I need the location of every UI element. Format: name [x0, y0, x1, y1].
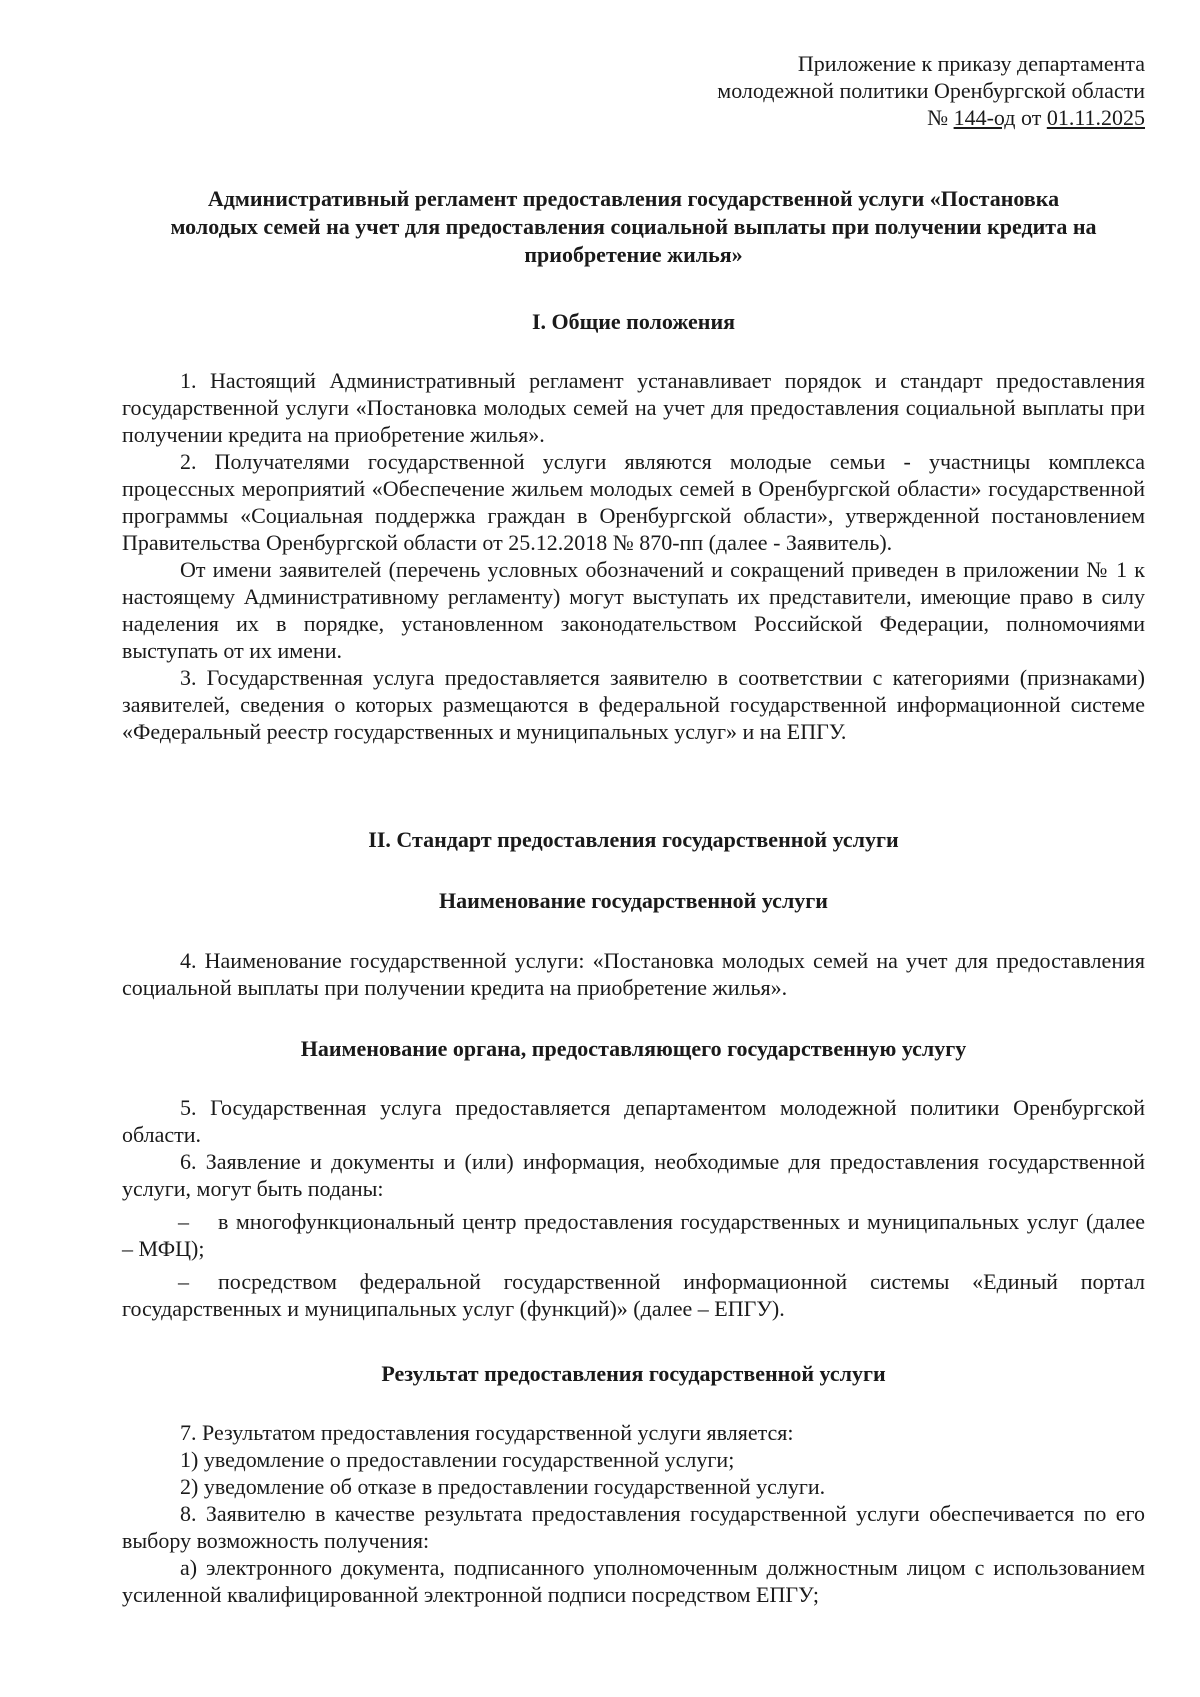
subsection-service-name-body [122, 947, 1145, 1001]
paragraph-8: 8. Заявителю в качестве результата предоставления государственной услуги обеспечивается по его выбору возможность получения: [122, 1501, 1145, 1553]
list-item-mfc [122, 1208, 1145, 1262]
order-date-prefix: от [1015, 105, 1047, 130]
appendix-line-2: молодежной политики Оренбургской области [717, 78, 1145, 103]
section-1-body [122, 367, 1145, 745]
order-date: 01.11.2025 [1046, 105, 1145, 130]
paragraph-8-item-a: а) электронного документа, подписанного уполномоченным должностным лицом с использованием усиленной квалифицированной электронной подписи посредством ЕПГУ; [122, 1555, 1145, 1607]
document-title-line-2: молодых семей на учет для предоставления социальной выплаты при получении кредита на [170, 214, 1097, 239]
paragraph-1: 1. Настоящий Административный регламент устанавливает порядок и стандарт предоставления государственной услуги «Постановка молодых семей на учет для предоставления социальной выплаты при получении кредита на приобретение жилья». [122, 368, 1145, 447]
subsection-result-body [122, 1419, 1145, 1608]
paragraph-4: 4. Наименование государственной услуги: «Постановка молодых семей на учет для предоставления социальной выплаты при получении кредита на приобретение жилья». [122, 948, 1145, 1000]
list-item-mfc-text: в многофункциональный центр предоставления государственных и муниципальных услуг (далее – МФЦ); [122, 1209, 1145, 1261]
dash-marker: – [178, 1269, 189, 1294]
section-2-heading: II. Стандарт предоставления государственной услуги [368, 827, 899, 852]
paragraph-7: 7. Результатом предоставления государственной услуги является: [180, 1420, 794, 1445]
appendix-note [717, 50, 1145, 131]
document-title-line-1: Административный регламент предоставления государственной услуги «Постановка [207, 186, 1060, 211]
appendix-line-3 [717, 104, 1145, 131]
section-1-heading: I. Общие положения [531, 309, 736, 334]
paragraph-2-representatives: От имени заявителей (перечень условных обозначений и сокращений приведен в приложении № 1 к настоящему Административному регламенту) могут выступать их представители, имеющие право в силу наделения их в порядке, установленном законодательством Российской Федерации, полномочиями выступать от их имени. [122, 557, 1145, 663]
document-title-line-3: приобретение жилья» [524, 242, 743, 267]
dash-marker: – [178, 1209, 189, 1234]
paragraph-3: 3. Государственная услуга предоставляется заявителю в соответствии с категориями (признаками) заявителей, сведения о которых размещаются в федеральной государственной информационной системе «Федеральный реестр государственных и муниципальных услуг» и на ЕПГУ. [122, 665, 1145, 744]
subsection-authority-body [122, 1094, 1145, 1322]
document-page [122, 0, 1145, 1697]
list-item-epgu [122, 1268, 1145, 1322]
document-title [122, 185, 1145, 269]
subsection-authority-heading: Наименование органа, предоставляющего государственную услугу [300, 1036, 967, 1061]
subsection-result-heading: Результат предоставления государственной услуги [381, 1361, 886, 1386]
paragraph-2: 2. Получателями государственной услуги являются молодые семьи - участницы комплекса процессных мероприятий «Обеспечение жильем молодых семей в Оренбургской области» государственной программы «Социальная поддержка граждан в Оренбургской области», утвержденной постановлением Правительства Оренбургской области от 25.12.2018 № 870-пп (далее - Заявитель). [122, 449, 1145, 555]
result-item-2: 2) уведомление об отказе в предоставлении государственной услуги. [180, 1474, 826, 1499]
appendix-line-1: Приложение к приказу департамента [797, 51, 1145, 76]
subsection-service-name-heading: Наименование государственной услуги [439, 888, 828, 913]
result-item-1: 1) уведомление о предоставлении государственной услуги; [180, 1447, 735, 1472]
list-item-epgu-text: посредством федеральной государственной информационной системы «Единый портал государственных и муниципальных услуг (функций)» (далее – ЕПГУ). [122, 1269, 1145, 1321]
order-number: 144-од [953, 105, 1016, 130]
paragraph-5: 5. Государственная услуга предоставляется департаментом молодежной политики Оренбургской области. [122, 1095, 1145, 1147]
paragraph-6: 6. Заявление и документы и (или) информация, необходимые для предоставления государственной услуги, могут быть поданы: [122, 1149, 1145, 1201]
order-number-prefix: № [927, 105, 954, 130]
